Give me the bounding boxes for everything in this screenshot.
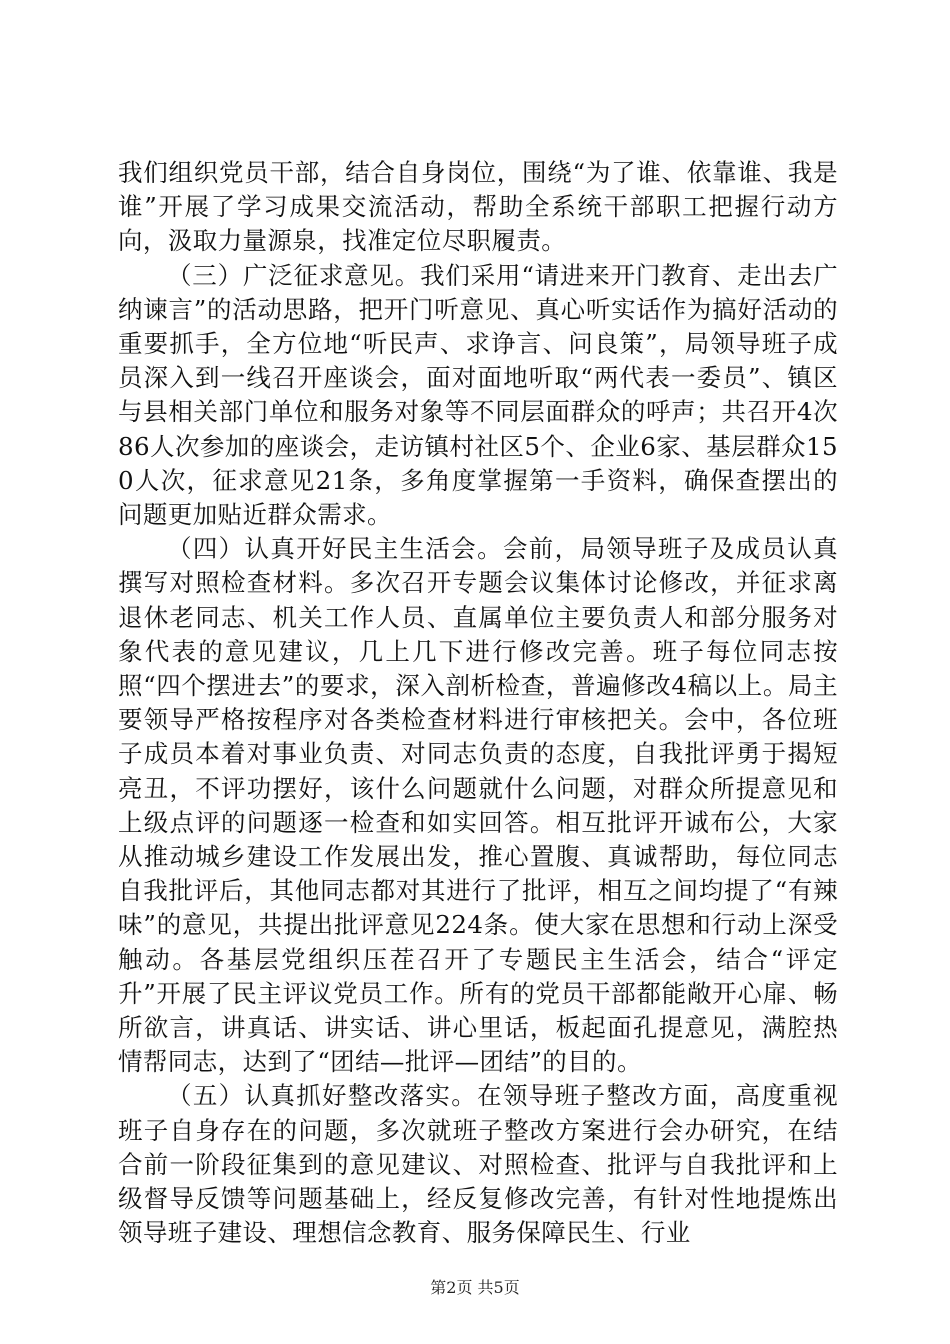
paragraph-section-5: （五）认真抓好整改落实。在领导班子整改方面，高度重视班子自身存在的问题，多次就班子整改方案进行会办研究，在结合前一阶段征集到的意见建议、对照检查、批评与自我批评和上级督导反馈等问题基础上，经反复修改完善，有针对性地提炼出领导班子建设、理想信念教育、服务保障民生、行业: [118, 1081, 838, 1248]
paragraph-continuation: 我们组织党员干部，结合自身岗位，围绕“为了谁、依靠谁、我是谁”开展了学习成果交流活动，帮助全系统干部职工把握行动方向，汲取力量源泉，找准定位尽职履责。: [118, 158, 838, 256]
paragraph-section-4: （四）认真开好民主生活会。会前，局领导班子及成员认真撰写对照检查材料。多次召开专题会议集体讨论修改，并征求离退休老同志、机关工作人员、直属单位主要负责人和部分服务对象代表的意见建议，几上几下进行修改完善。班子每位同志按照“四个摆进去”的要求，深入剖析检查，普遍修改4稿以上。局主要领导严格按程序对各类检查材料进行审核把关。会中，各位班子成员本着对事业负责、对同志负责的态度，自我批评勇于揭短亮丑，不评功摆好，该什么问题就什么问题，对群众所提意见和上级点评的问题逐一检查和如实回答。相互批评开诚布公，大家从推动城乡建设工作发展出发，推心置腹、真诚帮助，每位同志自我批评后，其他同志都对其进行了批评，相互之间均提了“有辣味”的意见，共提出批评意见224条。使大家在思想和行动上深受触动。各基层党组织压茬召开了专题民主生活会，结合“评定升”开展了民主评议党员工作。所有的党员干部都能敞开心扉、畅所欲言，讲真话、讲实话、讲心里话，板起面孔提意见，满腔热情帮同志，达到了“团结—批评—团结”的目的。: [118, 534, 838, 1077]
document-body: [118, 156, 838, 1251]
paragraph-section-3: （三）广泛征求意见。我们采用“请进来开门教育、走出去广纳谏言”的活动思路，把开门听意见、真心听实话作为搞好活动的重要抓手，全方位地“听民声、求诤言、问良策”，局领导班子成员深入到一线召开座谈会，面对面地听取“两代表一委员”、镇区与县相关部门单位和服务对象等不同层面群众的呼声；共召开4次86人次参加的座谈会，走访镇村社区5个、企业6家、基层群众150人次，征求意见21条，多角度掌握第一手资料，确保查摆出的问题更加贴近群众需求。: [118, 260, 838, 530]
page-footer: [0, 1278, 950, 1298]
page-number-label: 第2页 共5页: [430, 1278, 520, 1297]
